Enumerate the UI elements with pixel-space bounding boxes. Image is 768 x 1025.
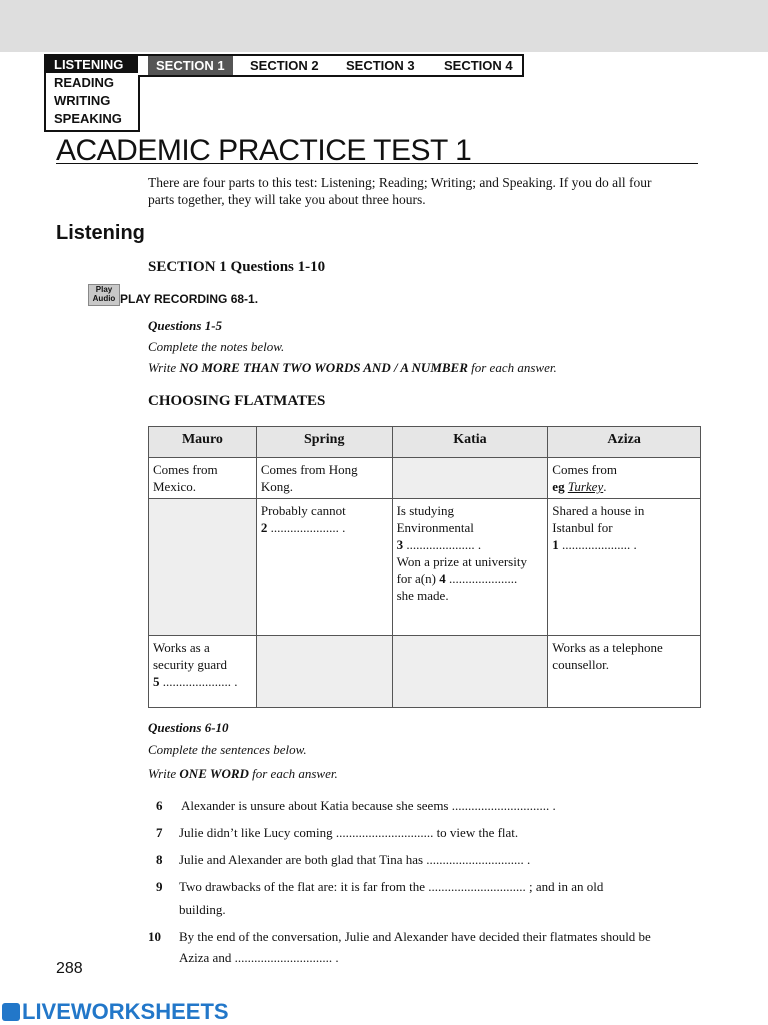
tab-section-4[interactable]: SECTION 4 <box>444 58 513 73</box>
tab-section-1[interactable]: SECTION 1 <box>148 56 233 75</box>
answer-blank-1[interactable] <box>552 536 696 553</box>
flatmates-table <box>148 426 701 708</box>
cell-spring-job <box>256 636 392 708</box>
blank: ..................... . <box>159 674 238 689</box>
play-recording-label: PLAY RECORDING 68-1. <box>120 292 259 306</box>
answer-blank-3[interactable] <box>397 536 544 553</box>
sentence-text: building. <box>179 902 226 917</box>
instructions-1-5-line2 <box>148 360 557 376</box>
instr-suffix: for each answer. <box>248 766 338 781</box>
answer-blank-5[interactable] <box>153 673 252 690</box>
cell-text: Is studying <box>396 503 455 518</box>
instructions-6-10-line1: Complete the sentences below. <box>148 742 307 757</box>
cell-text: . <box>603 479 607 494</box>
question-number: 4 <box>439 571 446 586</box>
intro-line-1: There are four parts to this test: Listening; Reading; Writing; and Speaking. If you do all four <box>148 175 652 190</box>
question-number: 9 <box>156 879 163 894</box>
header-aziza: Aziza <box>548 427 701 458</box>
question-number: 10 <box>148 929 161 944</box>
blank: ..................... . <box>403 537 482 552</box>
answer-blank-4[interactable] <box>397 570 544 587</box>
question-number: 7 <box>156 825 163 840</box>
instr-prefix: Write <box>148 766 180 781</box>
answer-blank-2[interactable] <box>261 519 388 536</box>
sentence-text: Two drawbacks of the flat are: it is far from the .............................. ; and in an old <box>179 879 604 894</box>
sentence-text: Julie didn’t like Lucy coming .............................. to view the flat. <box>179 825 519 840</box>
cell-katia-origin <box>392 458 548 499</box>
title-rule <box>56 163 698 164</box>
cell-spring-origin <box>256 458 392 499</box>
question-number: 1 <box>552 537 559 552</box>
table-row <box>149 499 701 636</box>
question-number: 8 <box>156 852 163 867</box>
cell-text: Won a prize at university <box>396 554 527 569</box>
scan-top-band <box>0 0 768 52</box>
questions-6-10-heading: Questions 6-10 <box>148 720 229 735</box>
instr-suffix: for each answer. <box>467 360 557 375</box>
instructions-1-5-line1: Complete the notes below. <box>148 339 285 354</box>
cell-aziza-origin <box>548 458 701 499</box>
listening-heading: Listening <box>56 222 145 244</box>
instr-bold: NO MORE THAN TWO WORDS AND / A NUMBER <box>179 360 468 375</box>
blank: ..................... . <box>558 537 637 552</box>
section-tabs <box>138 54 524 77</box>
cell-text: Istanbul for <box>552 520 613 535</box>
cell-text: counsellor. <box>552 657 609 672</box>
sentence-text: Aziza and .............................. . <box>179 950 339 965</box>
cell-text: Environmental <box>396 520 474 535</box>
intro-text <box>148 174 688 208</box>
nav-item-speaking[interactable]: SPEAKING <box>54 111 122 126</box>
section-heading: SECTION 1 Questions 1-10 <box>148 259 326 275</box>
cell-mauro-job <box>149 636 257 708</box>
play-audio-icon[interactable] <box>88 284 120 306</box>
cell-text: Shared a house in <box>552 503 645 518</box>
questions-1-5-heading: Questions 1-5 <box>148 318 223 333</box>
skills-nav <box>44 54 140 132</box>
intro-line-2: parts together, they will take you about three hours. <box>148 192 426 207</box>
nav-item-listening[interactable]: LISTENING <box>54 57 124 72</box>
nav-item-writing[interactable]: WRITING <box>54 93 111 108</box>
cell-text <box>552 478 696 495</box>
liveworksheets-watermark[interactable]: LIVEWORKSHEETS <box>22 999 229 1024</box>
cell-mauro-detail <box>149 499 257 636</box>
cell-text: Works as a <box>153 640 210 655</box>
tab-section-3[interactable]: SECTION 3 <box>346 58 415 73</box>
instr-prefix: Write <box>148 360 180 375</box>
cell-text: Probably cannot <box>260 503 346 518</box>
sentence-text: Julie and Alexander are both glad that Tina has .............................. . <box>179 852 531 867</box>
cell-text: Comes from <box>153 462 218 477</box>
table-heading: CHOOSING FLATMATES <box>148 393 326 409</box>
header-mauro: Mauro <box>149 427 257 458</box>
cell-text: Comes from <box>552 462 617 477</box>
cell-aziza-job <box>548 636 701 708</box>
cell-text: Kong. <box>260 479 293 494</box>
question-number: 6 <box>156 798 163 813</box>
nav-item-reading[interactable]: READING <box>54 75 114 90</box>
cell-text: Mexico. <box>153 479 196 494</box>
cell-aziza-detail <box>548 499 701 636</box>
cell-katia-detail <box>392 499 548 636</box>
instr-bold: ONE WORD <box>179 766 249 781</box>
header-katia: Katia <box>392 427 548 458</box>
tab-section-2[interactable]: SECTION 2 <box>250 58 319 73</box>
liveworksheets-logo-icon <box>2 1003 20 1021</box>
cell-text: Works as a telephone <box>552 640 663 655</box>
sentence-text: Alexander is unsure about Katia because she seems .............................. . <box>181 798 556 813</box>
table-row <box>149 458 701 499</box>
table-row <box>149 636 701 708</box>
example-marker: eg <box>552 479 568 494</box>
question-number: 3 <box>396 537 404 552</box>
cell-text: for a(n) <box>396 571 440 586</box>
sentence-text: By the end of the conversation, Julie and Alexander have decided their flatmates should be <box>179 929 651 944</box>
table-header-row <box>149 427 701 458</box>
cell-text: Comes from Hong <box>260 462 358 477</box>
cell-text: she made. <box>396 588 449 603</box>
page-title: ACADEMIC PRACTICE TEST 1 <box>56 134 472 167</box>
question-number: 2 <box>260 520 268 535</box>
play-icon-line-1: Play <box>95 285 113 294</box>
cell-spring-detail <box>256 499 392 636</box>
example-answer: Turkey <box>567 479 604 494</box>
cell-text: security guard <box>153 657 228 672</box>
cell-mauro-origin <box>149 458 257 499</box>
blank: ..................... . <box>267 520 346 535</box>
instructions-6-10-line2 <box>148 766 338 782</box>
play-icon-line-2: Audio <box>92 294 116 303</box>
header-spring: Spring <box>256 427 392 458</box>
question-number: 5 <box>153 674 160 689</box>
blank: ..................... <box>445 571 518 586</box>
page-number: 288 <box>56 960 83 977</box>
cell-katia-job <box>392 636 548 708</box>
